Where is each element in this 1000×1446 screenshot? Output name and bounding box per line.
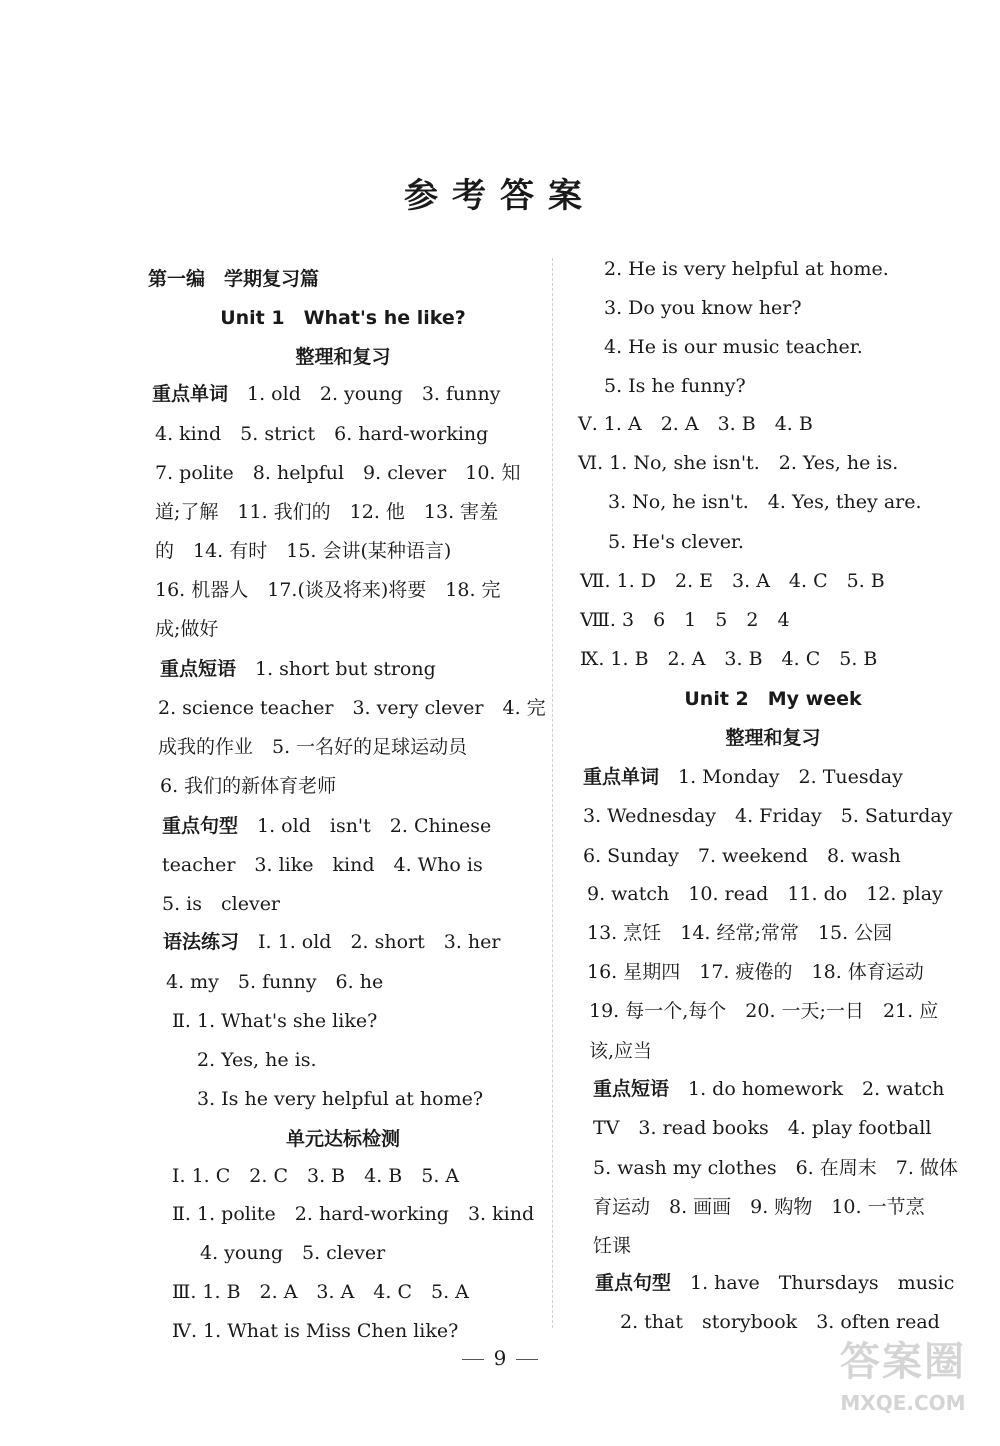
left-column-line: 成我的作业 5. 一名好的足球运动员 (158, 736, 468, 758)
left-column-line: 2. science teacher 3. very clever 4. 完 (158, 697, 546, 719)
right-column-line: 2. that storybook 3. often read (620, 1311, 940, 1333)
left-column-line: 4. my 5. funny 6. he (166, 971, 384, 993)
left-column-line: 16. 机器人 17.(谈及将来)将要 18. 完 (155, 579, 501, 601)
left-column-line: Ⅱ. 1. polite 2. hard-working 3. kind (172, 1203, 535, 1225)
right-column-line: 整理和复习 (725, 727, 821, 749)
left-column-line: 整理和复习 (295, 346, 391, 368)
right-column-answer-text: 1. Monday 2. Tuesday (659, 766, 903, 788)
column-divider (552, 258, 553, 1328)
right-column-line: Ⅵ. 1. No, she isn't. 2. Yes, he is. (578, 452, 899, 474)
right-column-line: 19. 每一个,每个 20. 一天;一日 21. 应 (589, 1000, 939, 1022)
left-column-line: 成;做好 (155, 618, 219, 640)
left-column-line (163, 931, 501, 953)
left-column-line: Unit 1 What's he like? (220, 307, 466, 329)
left-column-line: 5. is clever (162, 893, 281, 915)
watermark-bottom: MXQE.COM (840, 1391, 966, 1415)
left-column-line: Ⅳ. 1. What is Miss Chen like? (172, 1320, 459, 1342)
right-column-line: 5. He's clever. (608, 531, 744, 553)
left-column-section-label: 重点短语 (160, 658, 237, 680)
page-title: 参考答案 (404, 176, 596, 216)
right-column-line: 9. watch 10. read 11. do 12. play (587, 883, 943, 905)
right-column-line: 5. wash my clothes 6. 在周末 7. 做体 (593, 1157, 958, 1179)
left-column-line: 7. polite 8. helpful 9. clever 10. 知 (155, 462, 521, 484)
right-column-line: 5. Is he funny? (604, 375, 746, 397)
left-column-line: 的 14. 有时 15. 会讲(某种语言) (155, 540, 452, 562)
right-column-answer-text: 1. do homework 2. watch (669, 1078, 945, 1100)
right-column-line: 饪课 (593, 1235, 632, 1257)
left-column-line: 3. Is he very helpful at home? (197, 1088, 484, 1110)
right-column-line (583, 766, 903, 788)
left-column-section-label: 重点单词 (152, 383, 229, 405)
left-column-line: 2. Yes, he is. (197, 1049, 317, 1071)
left-column-answer-text: Ⅰ. 1. old 2. short 3. her (239, 931, 501, 953)
right-column-line: Ⅶ. 1. D 2. E 3. A 4. C 5. B (580, 570, 885, 592)
left-column-line: 道;了解 11. 我们的 12. 他 13. 害羞 (155, 501, 499, 523)
page-number-dash-left (462, 1359, 484, 1360)
right-column-section-label: 重点单词 (583, 766, 660, 788)
left-column-answer-text: 1. old 2. young 3. funny (228, 383, 501, 405)
right-column-line: 6. Sunday 7. weekend 8. wash (583, 845, 901, 867)
right-column-line: 3. Wednesday 4. Friday 5. Saturday (583, 805, 953, 827)
left-column-line: 第一编 学期复习篇 (148, 268, 320, 290)
right-column-line: Ⅴ. 1. A 2. A 3. B 4. B (578, 413, 813, 435)
right-column-line: 育运动 8. 画画 9. 购物 10. 一节烹 (593, 1196, 925, 1218)
left-column-section-label: 重点句型 (162, 815, 239, 837)
left-column-line: Ⅰ. 1. C 2. C 3. B 4. B 5. A (172, 1165, 460, 1187)
right-column-section-label: 重点句型 (595, 1272, 672, 1294)
right-column-line: TV 3. read books 4. play football (593, 1117, 932, 1139)
right-column-line: 3. Do you know her? (604, 297, 802, 319)
right-column-section-label: 重点短语 (593, 1078, 670, 1100)
right-column-line: Ⅸ. 1. B 2. A 3. B 4. C 5. B (580, 648, 878, 670)
right-column-line: Unit 2 My week (684, 688, 862, 710)
page-number-value: 9 (493, 1346, 507, 1370)
left-column-line (152, 383, 500, 405)
right-column-line (593, 1078, 944, 1100)
watermark-logo (828, 1330, 978, 1440)
right-column-line: 16. 星期四 17. 疲倦的 18. 体育运动 (587, 961, 924, 983)
left-column-line: 单元达标检测 (285, 1128, 400, 1150)
left-column-line: Ⅱ. 1. What's she like? (172, 1010, 378, 1032)
left-column-line: 4. young 5. clever (200, 1242, 386, 1264)
right-column-answer-text: 1. have Thursdays music (671, 1272, 955, 1294)
left-column-line (160, 658, 436, 680)
right-column-line: 13. 烹饪 14. 经常;常常 15. 公园 (587, 922, 893, 944)
right-column-line: 该,应当 (589, 1040, 653, 1062)
right-column-line: 2. He is very helpful at home. (604, 258, 889, 280)
right-column-line: 3. No, he isn't. 4. Yes, they are. (608, 491, 922, 513)
left-column-section-label: 语法练习 (163, 931, 240, 953)
left-column-line: teacher 3. like kind 4. Who is (162, 854, 483, 876)
left-column-answer-text: 1. short but strong (236, 658, 436, 680)
right-column-line (595, 1272, 954, 1294)
page-number-dash-right (516, 1359, 538, 1360)
left-column-line: Ⅲ. 1. B 2. A 3. A 4. C 5. A (172, 1281, 469, 1303)
right-column-line: Ⅷ. 3 6 1 5 2 4 (580, 609, 790, 631)
left-column-line: 6. 我们的新体育老师 (160, 775, 337, 797)
left-column-answer-text: 1. old isn't 2. Chinese (238, 815, 492, 837)
watermark-top: 答案圈 (840, 1339, 966, 1385)
right-column-line: 4. He is our music teacher. (604, 336, 863, 358)
left-column-line (162, 815, 491, 837)
left-column-line: 4. kind 5. strict 6. hard-working (155, 423, 489, 445)
